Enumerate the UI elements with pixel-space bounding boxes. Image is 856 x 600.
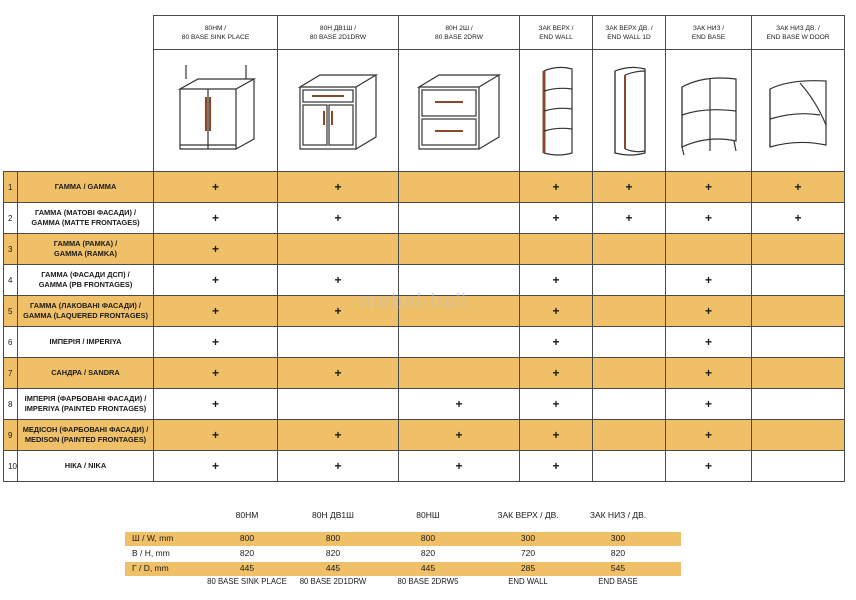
- availability-cell: [154, 327, 278, 358]
- availability-cell: [278, 265, 399, 296]
- plus-mark: +: [552, 180, 560, 194]
- availability-cell: [752, 265, 845, 296]
- table-row: [4, 451, 845, 482]
- availability-cell: [399, 358, 520, 389]
- plus-mark: +: [552, 273, 560, 287]
- end-wall-door-cabinet-icon: [593, 50, 666, 172]
- dimension-value: 445: [420, 563, 436, 573]
- plus-mark: +: [334, 273, 342, 287]
- end-wall-shelf-icon: [520, 50, 593, 172]
- row-number: 10: [4, 451, 18, 482]
- plus-mark: +: [334, 304, 342, 318]
- plus-mark: +: [704, 273, 712, 287]
- plus-mark: +: [211, 459, 219, 473]
- availability-cell: [154, 234, 278, 265]
- dimensions-footer: 80 BASE SINK PLACE: [207, 577, 287, 586]
- availability-cell: [399, 420, 520, 451]
- row-number: 6: [4, 327, 18, 358]
- availability-cell: [593, 296, 666, 327]
- dimensions-header-row: [125, 506, 681, 532]
- dimensions-header: ЗАК НИЗ / ДВ.: [589, 510, 647, 520]
- availability-cell: [278, 296, 399, 327]
- collection-name: САНДРА / SANDRA: [18, 358, 154, 389]
- availability-cell: [399, 327, 520, 358]
- dimension-row: [125, 532, 681, 546]
- plus-mark: +: [794, 211, 802, 225]
- availability-cell: [399, 265, 520, 296]
- row-number: 4: [4, 265, 18, 296]
- dimension-value: 820: [239, 548, 255, 558]
- table-row: [4, 203, 845, 234]
- availability-cell: [154, 420, 278, 451]
- column-header: ЗАК ВЕРХ / END WALL: [520, 16, 593, 50]
- row-number: 3: [4, 234, 18, 265]
- availability-cell: [520, 451, 593, 482]
- dimension-value: 800: [420, 533, 436, 543]
- table-row: [4, 234, 845, 265]
- availability-cell: [752, 451, 845, 482]
- dimension-value: 800: [239, 533, 255, 543]
- availability-cell: [593, 203, 666, 234]
- row-number: 5: [4, 296, 18, 327]
- plus-mark: +: [704, 459, 712, 473]
- dimension-value: 545: [610, 563, 626, 573]
- plus-mark: +: [625, 180, 633, 194]
- dimensions-header: 80НМ: [235, 510, 259, 520]
- dimensions-footer: END BASE: [598, 577, 638, 586]
- availability-cell: [752, 172, 845, 203]
- dimension-value: 285: [520, 563, 536, 573]
- plus-mark: +: [211, 273, 219, 287]
- dimension-label: Г / D, mm: [132, 563, 169, 573]
- plus-mark: +: [211, 180, 219, 194]
- plus-mark: +: [552, 428, 560, 442]
- availability-cell: [154, 296, 278, 327]
- corner-empty: [4, 50, 154, 172]
- availability-cell: [752, 327, 845, 358]
- dimension-label: Ш / W, mm: [132, 533, 174, 543]
- availability-cell: [278, 358, 399, 389]
- dimensions-footer: 80 BASE 2DRW5: [397, 577, 459, 586]
- plus-mark: +: [455, 397, 463, 411]
- availability-cell: [752, 358, 845, 389]
- table-row: [4, 172, 845, 203]
- plus-mark: +: [211, 304, 219, 318]
- collection-name: ГАММА (РАМКА) / GAMMA (RAMKA): [18, 234, 154, 265]
- availability-cell: [593, 358, 666, 389]
- dimensions-table: [125, 506, 681, 591]
- availability-cell: [278, 327, 399, 358]
- availability-cell: [154, 172, 278, 203]
- plus-mark: +: [552, 459, 560, 473]
- plus-mark: +: [211, 366, 219, 380]
- row-number: 8: [4, 389, 18, 420]
- dimension-value: 445: [239, 563, 255, 573]
- availability-cell: [520, 234, 593, 265]
- availability-cell: [593, 327, 666, 358]
- plus-mark: +: [334, 211, 342, 225]
- availability-cell: [666, 172, 752, 203]
- availability-cell: [593, 234, 666, 265]
- availability-cell: [278, 451, 399, 482]
- dimension-row: [125, 562, 681, 576]
- availability-cell: [752, 296, 845, 327]
- dimension-row: [125, 547, 681, 561]
- availability-cell: [278, 234, 399, 265]
- collection-name: ГАММА / GAMMA: [18, 172, 154, 203]
- base-drawer-two-door-cabinet-icon: [278, 50, 399, 172]
- availability-cell: [752, 420, 845, 451]
- row-number: 9: [4, 420, 18, 451]
- dimension-value: 720: [520, 548, 536, 558]
- availability-cell: [593, 172, 666, 203]
- availability-cell: [752, 389, 845, 420]
- plus-mark: +: [794, 180, 802, 194]
- availability-cell: [666, 234, 752, 265]
- dimensions-footer: 80 BASE 2D1DRW: [299, 577, 367, 586]
- dimensions-header: 80НШ: [416, 510, 440, 520]
- corner-empty: [4, 16, 154, 50]
- availability-cell: [520, 265, 593, 296]
- availability-cell: [399, 234, 520, 265]
- collection-name: НІКА / NIKA: [18, 451, 154, 482]
- dimensions-footer-row: [125, 577, 681, 591]
- row-number: 1: [4, 172, 18, 203]
- dimension-value: 820: [610, 548, 626, 558]
- availability-cell: [154, 203, 278, 234]
- table-row: [4, 265, 845, 296]
- plus-mark: +: [704, 335, 712, 349]
- table-row: [4, 327, 845, 358]
- collection-name: ІМПЕРІЯ (ФАРБОВАНІ ФАСАДИ) / IMPERIYA (PAINTED FRONTAGES): [18, 389, 154, 420]
- availability-cell: [278, 389, 399, 420]
- availability-cell: [520, 296, 593, 327]
- column-header: ЗАК НИЗ ДВ. / END BASE W DOOR: [752, 16, 845, 50]
- availability-cell: [278, 172, 399, 203]
- row-number: 2: [4, 203, 18, 234]
- watermark: mebel-hall: [360, 290, 467, 313]
- dimension-label: В / H, mm: [132, 548, 170, 558]
- table-row: [4, 296, 845, 327]
- plus-mark: +: [704, 211, 712, 225]
- dimensions-footer: END WALL: [508, 577, 548, 586]
- column-header: ЗАК ВЕРХ ДВ. / END WALL 1D: [593, 16, 666, 50]
- plus-mark: +: [704, 304, 712, 318]
- plus-mark: +: [552, 397, 560, 411]
- availability-cell: [520, 172, 593, 203]
- illustration-row: [4, 50, 845, 172]
- collection-name: ГАММА (МАТОВІ ФАСАДИ) / GAMMA (MATTE FRONTAGES): [18, 203, 154, 234]
- availability-cell: [154, 358, 278, 389]
- plus-mark: +: [211, 211, 219, 225]
- column-header: 80Н 2Ш / 80 BASE 2DRW: [399, 16, 520, 50]
- availability-cell: [399, 389, 520, 420]
- availability-cell: [666, 389, 752, 420]
- plus-mark: +: [455, 459, 463, 473]
- dimensions-header: 80Н ДВ1Ш: [312, 510, 354, 520]
- availability-cell: [666, 327, 752, 358]
- dimension-value: 445: [325, 563, 341, 573]
- plus-mark: +: [704, 428, 712, 442]
- availability-cell: [278, 203, 399, 234]
- plus-mark: +: [334, 428, 342, 442]
- availability-cell: [278, 420, 399, 451]
- collection-name: МЕДІСОН (ФАРБОВАНІ ФАСАДИ) / MEDISON (PAINTED FRONTAGES): [18, 420, 154, 451]
- base-two-drawer-cabinet-icon: [399, 50, 520, 172]
- availability-cell: [666, 296, 752, 327]
- plus-mark: +: [455, 428, 463, 442]
- availability-cell: [520, 203, 593, 234]
- availability-cell: [666, 203, 752, 234]
- table-row: [4, 420, 845, 451]
- column-header: 80Н ДВ1Ш / 80 BASE 2D1DRW: [278, 16, 399, 50]
- collection-name: ІМПЕРІЯ / IMPERIYA: [18, 327, 154, 358]
- availability-cell: [666, 420, 752, 451]
- availability-cell: [520, 327, 593, 358]
- availability-cell: [752, 203, 845, 234]
- availability-cell: [593, 389, 666, 420]
- column-header: ЗАК НИЗ / END BASE: [666, 16, 752, 50]
- plus-mark: +: [334, 366, 342, 380]
- end-base-door-cabinet-icon: [752, 50, 845, 172]
- column-header-row: [4, 16, 845, 50]
- compatibility-matrix: [3, 15, 845, 482]
- plus-mark: +: [704, 397, 712, 411]
- availability-cell: [593, 265, 666, 296]
- table-row: [4, 358, 845, 389]
- dimensions-header: ЗАК ВЕРХ / ДВ.: [497, 510, 559, 520]
- dimension-value: 820: [420, 548, 436, 558]
- plus-mark: +: [211, 335, 219, 349]
- availability-cell: [520, 420, 593, 451]
- dimension-value: 820: [325, 548, 341, 558]
- plus-mark: +: [704, 366, 712, 380]
- plus-mark: +: [625, 211, 633, 225]
- availability-cell: [154, 389, 278, 420]
- availability-cell: [399, 296, 520, 327]
- dimension-value: 300: [610, 533, 626, 543]
- collection-name: ГАММА (ЛАКОВАНІ ФАСАДИ) / GAMMA (LAQUERED FRONTAGES): [18, 296, 154, 327]
- plus-mark: +: [704, 180, 712, 194]
- availability-cell: [520, 389, 593, 420]
- plus-mark: +: [334, 180, 342, 194]
- plus-mark: +: [211, 428, 219, 442]
- column-header: 80НМ / 80 BASE SINK PLACE: [154, 16, 278, 50]
- sink-base-cabinet-icon: [154, 50, 278, 172]
- availability-cell: [666, 358, 752, 389]
- availability-cell: [666, 265, 752, 296]
- plus-mark: +: [552, 366, 560, 380]
- availability-cell: [154, 265, 278, 296]
- plus-mark: +: [334, 459, 342, 473]
- end-base-shelf-icon: [666, 50, 752, 172]
- availability-cell: [593, 451, 666, 482]
- availability-cell: [399, 451, 520, 482]
- plus-mark: +: [211, 397, 219, 411]
- dimension-value: 300: [520, 533, 536, 543]
- table-row: [4, 389, 845, 420]
- row-number: 7: [4, 358, 18, 389]
- availability-cell: [154, 451, 278, 482]
- plus-mark: +: [552, 304, 560, 318]
- plus-mark: +: [552, 211, 560, 225]
- plus-mark: +: [552, 335, 560, 349]
- availability-cell: [593, 420, 666, 451]
- plus-mark: +: [211, 242, 219, 256]
- collection-name: ГАММА (ФАСАДИ ДСП) / GAMMA (PB FRONTAGES): [18, 265, 154, 296]
- dimension-value: 800: [325, 533, 341, 543]
- availability-cell: [752, 234, 845, 265]
- availability-cell: [399, 172, 520, 203]
- availability-cell: [399, 203, 520, 234]
- availability-cell: [666, 451, 752, 482]
- availability-cell: [520, 358, 593, 389]
